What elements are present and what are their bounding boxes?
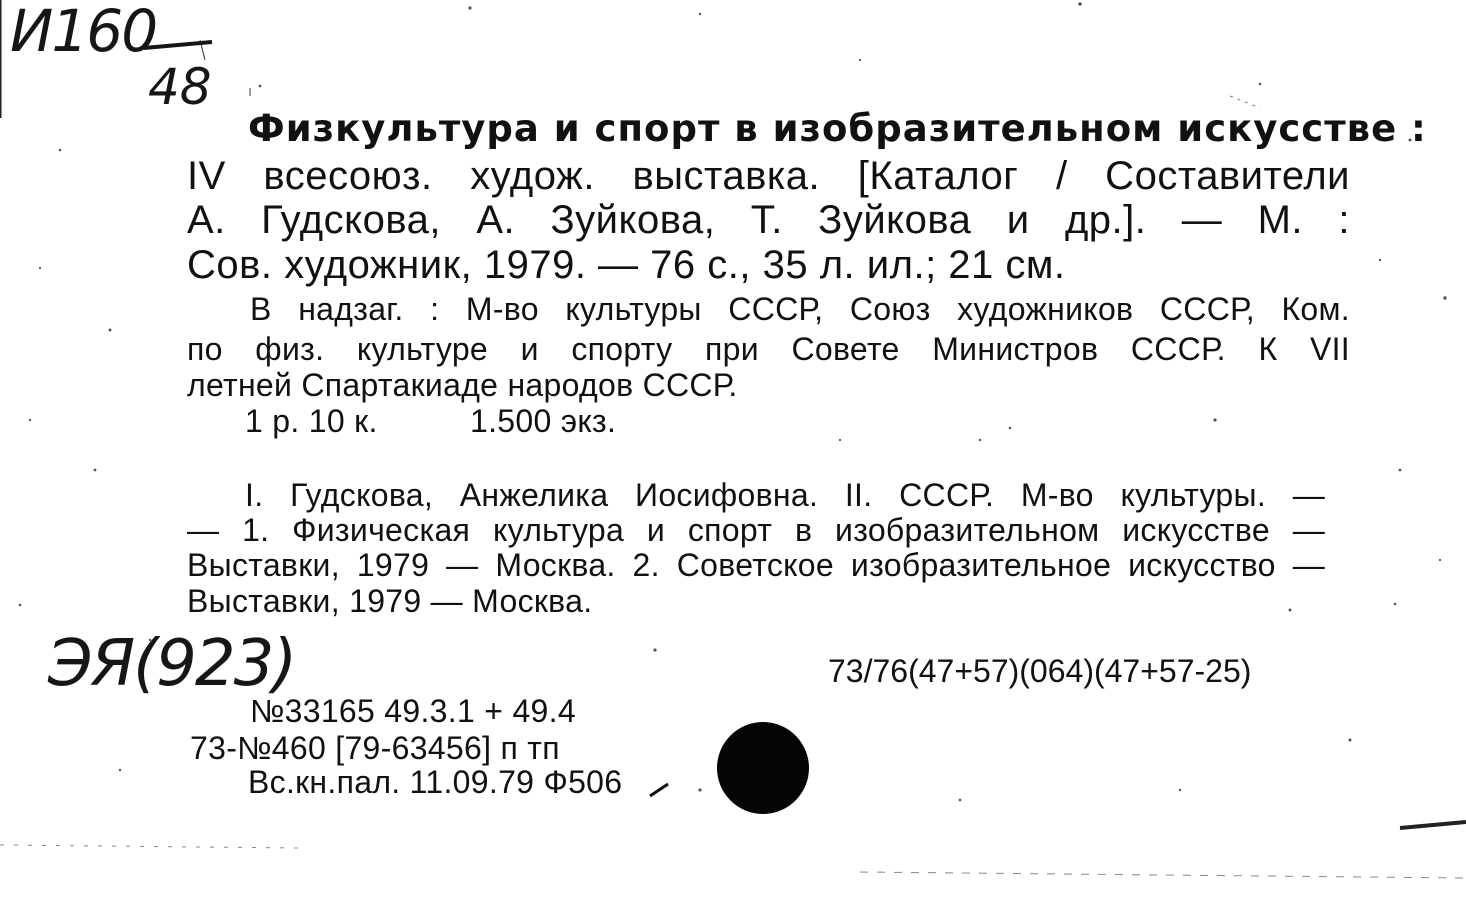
print-run: 1.500 экз.	[470, 403, 617, 439]
entry-title-line: Физкультура и спорт в изобразительном искусстве :	[248, 107, 1427, 150]
handwritten-classification: ЭЯ(923)	[48, 627, 296, 701]
footer-line: Вс.кн.пал. 11.09.79 Ф506	[248, 764, 623, 800]
udc-code: 73/76(47+57)(064)(47+57-25)	[828, 653, 1252, 689]
entry-line: Сов. художник, 1979. — 76 с., 35 л. ил.; 21 см.	[187, 243, 1066, 287]
price: 1 р. 10 к.	[245, 403, 378, 439]
shelfmark-top: И160	[10, 0, 157, 65]
tracing-line: I. Гудскова, Анжелика Иосифовна. II. СССР. М-во культуры. —	[245, 477, 1325, 513]
shelfmark-bottom: 48	[148, 58, 212, 116]
tracing-line: Выставки, 1979 — Москва. 2. Советское изобразительное искусство —	[187, 547, 1325, 583]
punch-hole	[717, 722, 809, 814]
footer-line: №33165 49.3.1 + 49.4	[250, 693, 576, 729]
shelfmark-fraction-bar	[140, 36, 220, 56]
entry-line: IV всесоюз. худож. выставка. [Каталог / Составители	[187, 154, 1350, 198]
note-line: летней Спартакиаде народов СССР.	[187, 367, 738, 403]
footer-line: 73-№460 [79-63456] п тп	[190, 730, 560, 766]
tracing-line: — 1. Физическая культура и спорт в изобразительном искусстве —	[187, 512, 1325, 548]
entry-line: А. Гудскова, А. Зуйкова, Т. Зуйкова и др.]. — М. :	[187, 198, 1350, 242]
note-line: В надзаг. : М-во культуры СССР, Союз художников СССР, Ком.	[250, 291, 1350, 327]
note-line: по физ. культуре и спорту при Совете Министров СССР. К VII	[187, 331, 1350, 367]
tracing-line: Выставки, 1979 — Москва.	[187, 583, 593, 619]
